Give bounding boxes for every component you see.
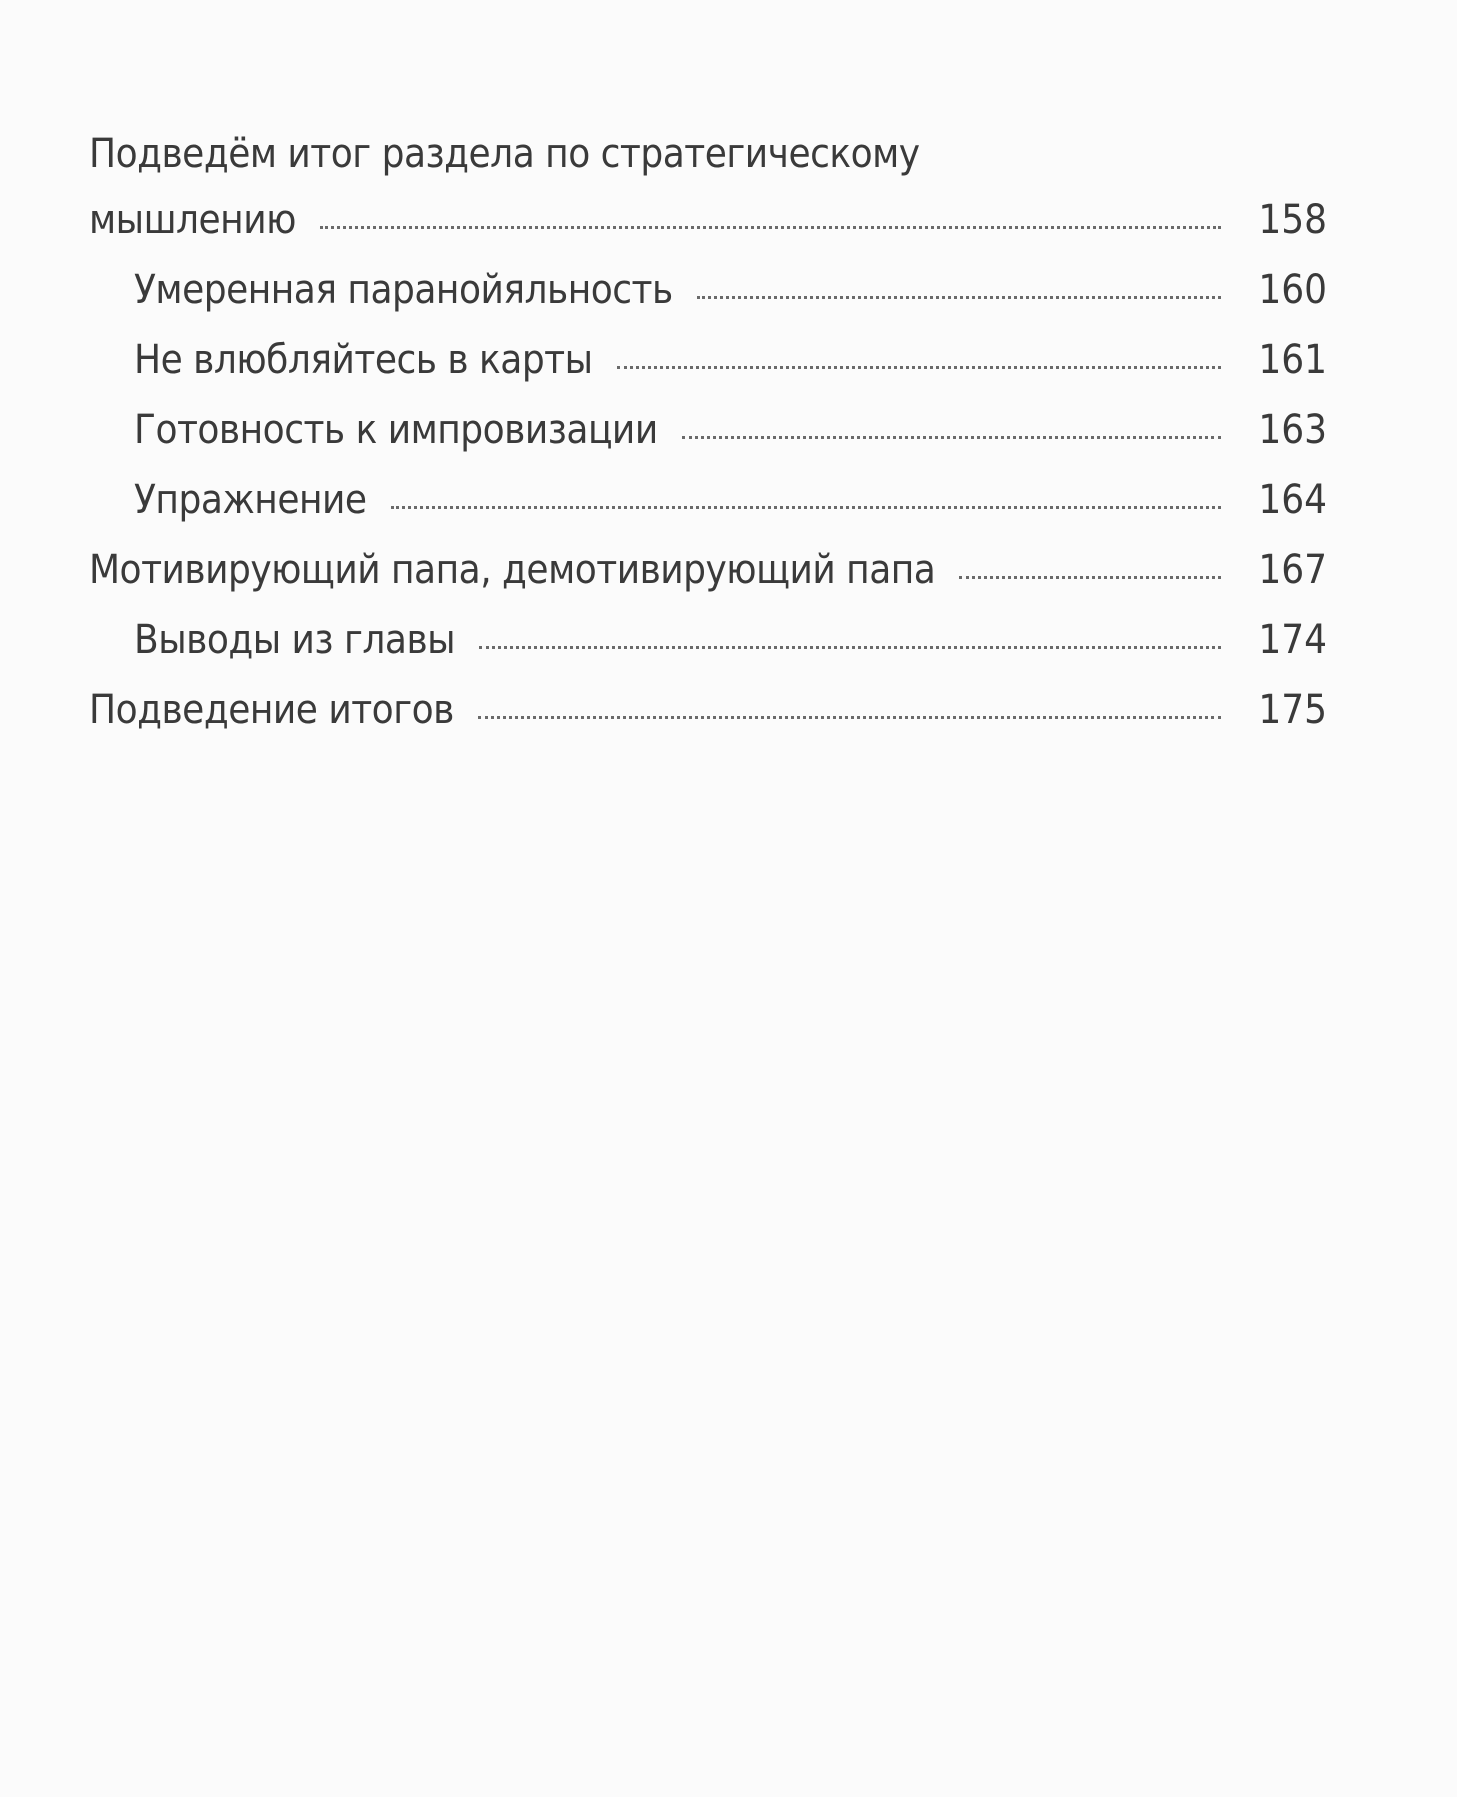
toc-entry[interactable] bbox=[89, 266, 1327, 314]
toc-entry[interactable] bbox=[89, 196, 1327, 244]
dot-leader bbox=[320, 226, 1221, 229]
toc-entry[interactable] bbox=[89, 476, 1327, 524]
toc-entry-page: 164 bbox=[1258, 477, 1327, 523]
toc-entry-title: Готовность к импровизации bbox=[134, 407, 658, 453]
toc-entry-title: Упражнение bbox=[134, 477, 367, 523]
dot-leader bbox=[479, 646, 1221, 649]
toc-entry[interactable] bbox=[89, 686, 1327, 734]
toc-entry-page: 174 bbox=[1258, 617, 1327, 663]
toc-entry-page: 161 bbox=[1258, 337, 1327, 383]
toc-entry-title: Не влюбляйтесь в карты bbox=[134, 337, 593, 383]
toc-entry-page: 163 bbox=[1258, 407, 1327, 453]
toc-entry-page: 158 bbox=[1258, 197, 1327, 243]
toc-entry-title-line1: Подведём итог раздела по стратегическому bbox=[89, 131, 920, 177]
toc-entry[interactable] bbox=[89, 406, 1327, 454]
toc-entry-page: 160 bbox=[1258, 267, 1327, 313]
dot-leader bbox=[617, 366, 1221, 369]
toc-entry-title: Подведение итогов bbox=[89, 687, 454, 733]
toc-entry-title: Выводы из главы bbox=[134, 617, 456, 663]
toc-entry-title: мышлению bbox=[89, 197, 296, 243]
dot-leader bbox=[391, 506, 1221, 509]
toc-entry[interactable] bbox=[89, 546, 1327, 594]
toc-entry-title: Умеренная паранойяльность bbox=[134, 267, 673, 313]
dot-leader bbox=[478, 716, 1221, 719]
dot-leader bbox=[682, 436, 1221, 439]
toc-entry-page: 167 bbox=[1258, 547, 1327, 593]
toc-entry[interactable] bbox=[89, 616, 1327, 664]
dot-leader bbox=[697, 296, 1221, 299]
toc-entry[interactable] bbox=[89, 336, 1327, 384]
dot-leader bbox=[959, 576, 1221, 579]
toc-entry-page: 175 bbox=[1258, 687, 1327, 733]
toc-entry-title: Мотивирующий папа, демотивирующий папа bbox=[89, 547, 936, 593]
